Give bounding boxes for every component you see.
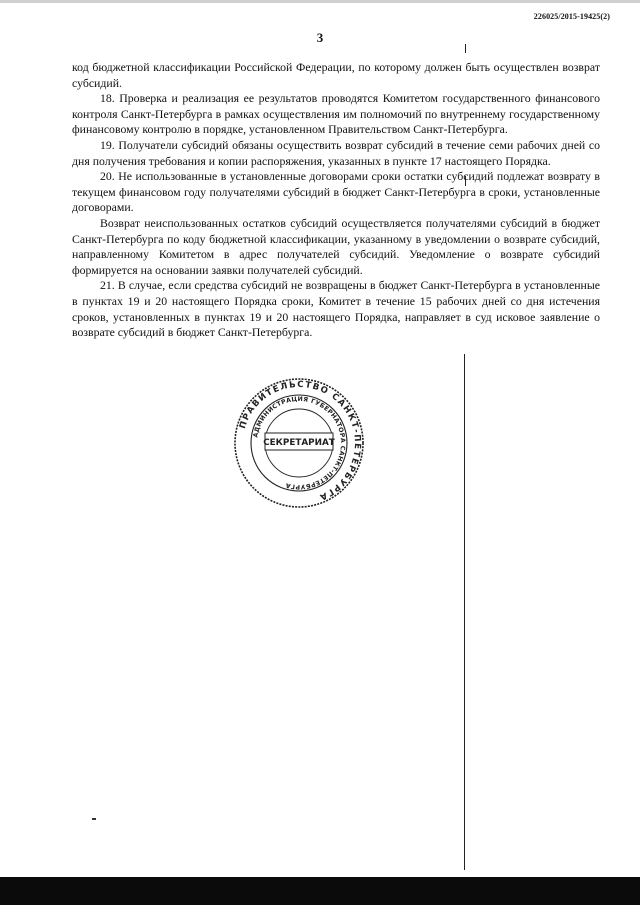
paragraph-20-return: Возврат неиспользованных остатков субсидий осуществляется получателями субсидий в бюджет Санкт-Петербурга по коду бюджетной классификации, указанному в уведомлении о возврате субсидий, направленному Комитетом в адрес получателей субсидий. Уведомление о возврате субсидий формируется на основании заявки получателей субсидий.	[72, 215, 600, 277]
scan-speck	[92, 818, 96, 820]
margin-mark-top	[465, 44, 466, 53]
document-body	[72, 60, 600, 341]
scan-top-edge	[0, 0, 640, 3]
scan-vertical-line	[464, 354, 465, 870]
paragraph-21: 21. В случае, если средства субсидий не возвращены в бюджет Санкт-Петербурга в установленные в пунктах 19 и 20 настоящего Порядка сроки, Комитет в течение 15 рабочих дней со дня истечения сроков, установленных в пунктах 19 и 20 настоящего Порядка, направляет в суд исковое заявление о возврате субсидий в бюджет Санкт-Петербурга.	[72, 278, 600, 340]
paragraph-18: 18. Проверка и реализация ее результатов проводятся Комитетом государственного финансового контроля Санкт-Петербурга в рамках осуществления им полномочий по внутреннему государственному финансовому контролю в порядке, установленном Правительством Санкт-Петербурга.	[72, 91, 600, 137]
official-seal	[232, 376, 366, 510]
document-id: 226025/2015-19425(2)	[533, 12, 610, 21]
paragraph-continuation: код бюджетной классификации Российской Федерации, по которому должен быть осуществлен возврат субсидий.	[72, 60, 600, 90]
seal-outer-text: ПРАВИТЕЛЬСТВО САНКТ-ПЕТЕРБУРГА	[237, 379, 363, 503]
paragraph-19: 19. Получатели субсидий обязаны осуществить возврат субсидий в течение семи рабочих дней со дня получения требования и копии распоряжения, указанных в пункте 17 настоящего Порядка.	[72, 137, 600, 168]
seal-center-text: СЕКРЕТАРИАТ	[263, 438, 335, 448]
page-number: 3	[316, 30, 324, 45]
scan-bottom-edge	[0, 877, 640, 905]
seal-inner-text: АДМИНИСТРАЦИЯ ГУБЕРНАТОРА САНКТ-ПЕТЕРБУРГА	[252, 395, 347, 491]
paragraph-20: 20. Не использованные в установленные договорами сроки остатки субсидий подлежат возврату в текущем финансовом году получателями субсидий в бюджет Санкт-Петербурга в сроки, установленные договорами.	[72, 169, 600, 215]
